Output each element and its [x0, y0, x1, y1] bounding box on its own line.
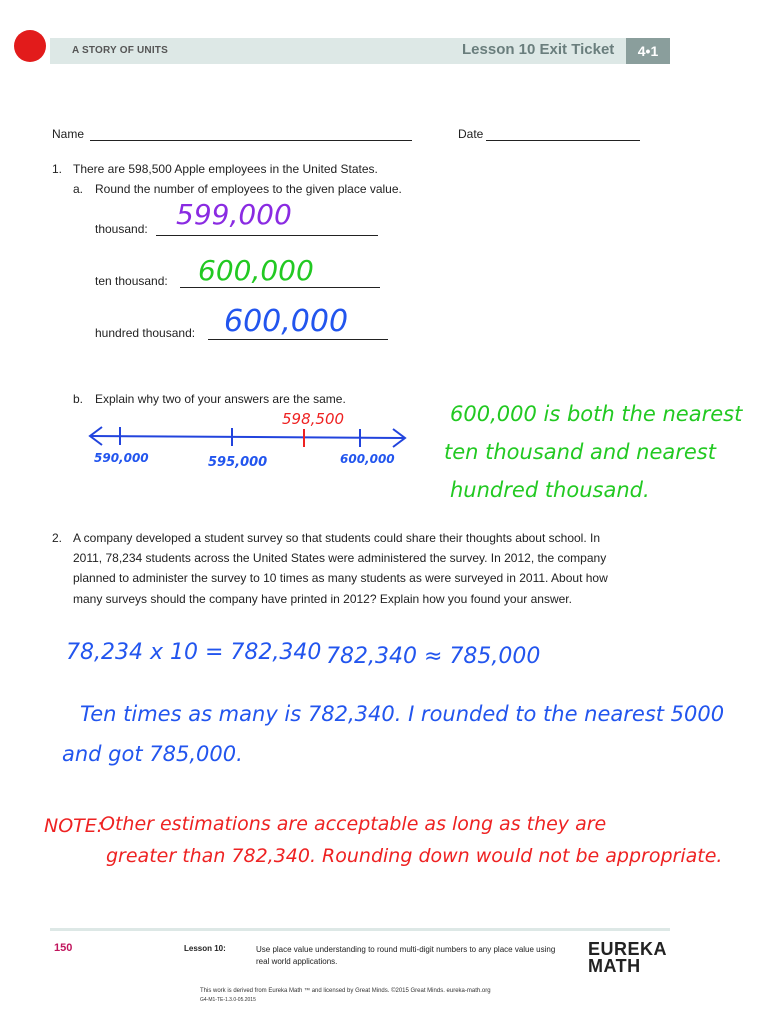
work-estimate: 782,340 ≈ 785,000: [326, 644, 541, 669]
row-thousand-line: [156, 235, 378, 236]
date-field[interactable]: [486, 140, 640, 141]
problem2-line-2: 2011, 78,234 students across the United States were administered the survey. In 2012, the company: [73, 551, 607, 565]
logo-line-2: MATH: [588, 956, 641, 976]
row-ten-thousand-label: ten thousand:: [95, 274, 168, 288]
footer-lesson-label: Lesson 10:: [184, 944, 226, 953]
row-thousand-answer: 599,000: [176, 198, 292, 231]
corner-marker: [14, 30, 46, 62]
date-label: Date: [458, 127, 484, 141]
tick-label-590000: 590,000: [94, 451, 149, 465]
row-ten-thousand-answer: 600,000: [198, 254, 314, 287]
row-hundred-thousand-answer: 600,000: [224, 304, 349, 339]
name-label: Name: [52, 127, 85, 141]
problem1-text: There are 598,500 Apple employees in the United States.: [73, 162, 378, 176]
module-badge: 4•1: [626, 38, 670, 64]
footer-code: G4-M1-TE-1.3.0-05.2015: [200, 997, 256, 1003]
note-label: NOTE:: [44, 815, 104, 837]
footer-rule: [50, 928, 670, 931]
work-explanation-line-2: and got 785,000.: [62, 742, 243, 766]
problem2-line-1: A company developed a student survey so that students could share their thoughts about school. In: [73, 531, 601, 545]
logo-line-1: EUREKA: [588, 939, 668, 959]
part-a-text: Round the number of employees to the given place value.: [95, 182, 402, 196]
note-line-2: greater than 782,340. Rounding down would not be appropriate.: [106, 845, 723, 867]
row-hundred-thousand-label: hundred thousand:: [95, 326, 196, 340]
row-ten-thousand-line: [180, 287, 380, 288]
lesson-title: Lesson 10 Exit Ticket: [462, 41, 615, 58]
problem2-line-4: many surveys should the company have printed in 2012? Explain how you found your answer.: [73, 592, 572, 606]
part-b-answer-line-2: ten thousand and nearest: [444, 440, 716, 464]
problem2-number: 2.: [52, 531, 63, 545]
row-thousand-label: thousand:: [95, 222, 148, 236]
page-number: 150: [54, 942, 73, 954]
series-title: A STORY OF UNITS: [72, 45, 168, 56]
tick-label-600000: 600,000: [340, 452, 395, 466]
problem1-number: 1.: [52, 162, 63, 176]
part-b-label: b.: [73, 392, 84, 406]
number-line-axis: [90, 436, 405, 438]
part-b-text: Explain why two of your answers are the same.: [95, 392, 346, 406]
part-a-label: a.: [73, 182, 84, 196]
part-b-answer-line-3: hundred thousand.: [450, 478, 650, 502]
note-line-1: Other estimations are acceptable as long as they are: [100, 813, 607, 835]
marked-value-label: 598,500: [282, 410, 345, 428]
row-hundred-thousand-line: [208, 339, 388, 340]
work-explanation-line-1: Ten times as many is 782,340. I rounded to the nearest 5000: [80, 702, 725, 726]
work-equation: 78,234 x 10 = 782,340: [66, 640, 322, 665]
eureka-math-logo: [588, 941, 667, 975]
part-b-answer-line-1: 600,000 is both the nearest: [450, 402, 743, 426]
name-field[interactable]: [90, 140, 412, 141]
footer-credit: This work is derived from Eureka Math ™ and licensed by Great Minds. ©2015 Great Minds. eureka-math.org: [200, 988, 491, 994]
problem2-line-3: planned to administer the survey to 10 times as many students as were surveyed in 2011. About how: [73, 571, 608, 585]
tick-label-595000: 595,000: [208, 455, 268, 470]
footer-description: Use place value understanding to round multi-digit numbers to any place value using real world applications.: [256, 945, 556, 966]
